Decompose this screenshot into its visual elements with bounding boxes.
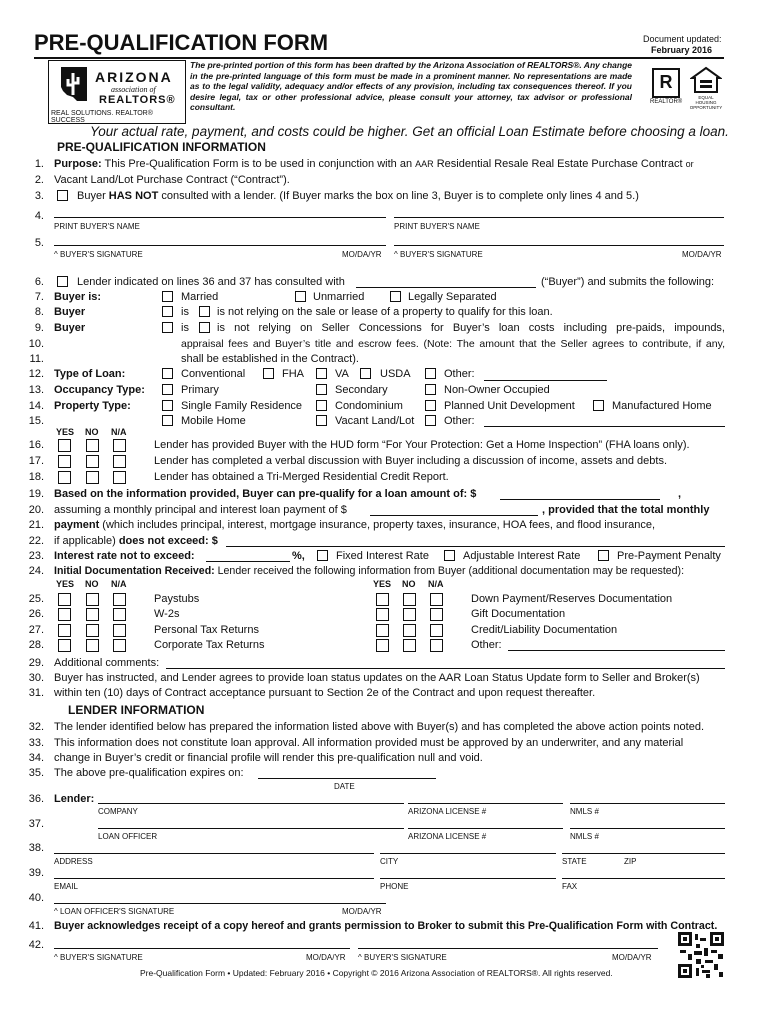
logo-association: association of — [111, 85, 156, 94]
fax-label: FAX — [562, 882, 578, 891]
az-license-label: ARIZONA LICENSE # — [408, 807, 487, 816]
non-owner-occupied-label: Non-Owner Occupied — [444, 384, 550, 396]
line-number: 9. — [34, 322, 44, 334]
non-owner-occupied-checkbox[interactable] — [425, 384, 436, 395]
personal-tax-yes-checkbox[interactable] — [58, 624, 71, 637]
credit-liability-yes-checkbox[interactable] — [376, 624, 389, 637]
buyer-submits-text: (“Buyer”) and submits the following: — [541, 276, 715, 288]
fax-field[interactable] — [562, 878, 725, 879]
interest-rate-label: Interest rate not to exceed: — [54, 550, 195, 562]
lender-info-line-32: The lender identified below has prepared the information listed above with Buyer(s) and has completed the above action points noted. — [54, 721, 705, 733]
buyer-signature-1-field[interactable] — [54, 245, 386, 246]
credit-report-na-checkbox[interactable] — [113, 471, 126, 484]
lender-info-line-34: change in Buyer’s credit or financial profile will render this pre-qualification null and void. — [54, 752, 483, 764]
unmarried-label: Unmarried — [313, 291, 365, 303]
line-number: 36. — [28, 793, 44, 805]
no-header: NO — [85, 579, 99, 589]
payment-cap-text: if applicable) does not exceed: $ — [54, 535, 218, 547]
gift-docs-na-checkbox[interactable] — [430, 608, 443, 621]
buyer-name-field[interactable] — [356, 287, 536, 288]
line-number: 32. — [28, 721, 44, 733]
w2s-yes-checkbox[interactable] — [58, 608, 71, 621]
va-checkbox[interactable] — [316, 368, 327, 379]
total-monthly-text: , provided that the total monthly — [542, 504, 710, 516]
address-field[interactable] — [54, 853, 374, 854]
loan-amount-field[interactable] — [500, 499, 660, 500]
equal-housing-label: EQUAL HOUSING OPPORTUNITY — [689, 95, 723, 110]
form-title: PRE-QUALIFICATION FORM — [34, 30, 329, 55]
company-az-license-field[interactable] — [408, 803, 563, 804]
line-number: 17. — [28, 455, 44, 467]
property-type-label: Property Type: — [54, 400, 131, 412]
expires-on-label: The above pre-qualification expires on: — [54, 767, 244, 779]
nmls-label: NMLS # — [570, 832, 599, 841]
verbal-discussion-yes-checkbox[interactable] — [58, 455, 71, 468]
expiration-date-field[interactable] — [258, 778, 436, 779]
date-label: MO/DA/YR — [342, 907, 382, 916]
docs-other-no-checkbox[interactable] — [403, 639, 416, 652]
down-payment-yes-checkbox[interactable] — [376, 593, 389, 606]
line-number: 31. — [28, 687, 44, 699]
na-header: N/A — [111, 579, 127, 589]
buyer-signature-final-1-field[interactable] — [54, 948, 350, 949]
legally-separated-checkbox[interactable] — [390, 291, 401, 302]
single-family-label: Single Family Residence — [181, 400, 303, 412]
loan-other-label: Other: — [444, 368, 475, 380]
line-number: 24. — [28, 565, 44, 577]
lo-signature-label: ^ LOAN OFFICER'S SIGNATURE — [54, 907, 175, 916]
line-number: 41. — [28, 920, 44, 932]
line-number: 42. — [28, 939, 44, 951]
credit-report-text: Lender has obtained a Tri-Merged Residential Credit Report. — [154, 471, 449, 483]
pud-checkbox[interactable] — [425, 400, 436, 411]
aar-logo — [48, 60, 186, 124]
loan-estimate-notice: Your actual rate, payment, and costs could be higher. Get an official Loan Estimate before choosing a loan. — [90, 124, 729, 139]
purpose-line-2: Vacant Land/Lot Purchase Contract (“Contract”). — [54, 174, 290, 186]
w2s-no-checkbox[interactable] — [86, 608, 99, 621]
verbal-discussion-na-checkbox[interactable] — [113, 455, 126, 468]
line-number: 1. — [34, 158, 44, 170]
city-field[interactable] — [380, 853, 556, 854]
married-checkbox[interactable] — [162, 291, 173, 302]
is-relying-sale-checkbox[interactable] — [162, 306, 173, 317]
line-number: 14. — [28, 400, 44, 412]
adjustable-rate-checkbox[interactable] — [444, 550, 455, 561]
line-number: 29. — [28, 657, 44, 669]
lo-az-license-field[interactable] — [408, 828, 563, 829]
credit-report-yes-checkbox[interactable] — [58, 471, 71, 484]
line-number: 10. — [28, 338, 44, 350]
buyer-signature-label: ^ BUYER'S SIGNATURE — [54, 250, 143, 259]
personal-tax-no-checkbox[interactable] — [86, 624, 99, 637]
conventional-checkbox[interactable] — [162, 368, 173, 379]
address-label: ADDRESS — [54, 857, 93, 866]
primary-label: Primary — [181, 384, 219, 396]
yes-header: YES — [56, 579, 75, 589]
line-number: 16. — [28, 439, 44, 451]
monthly-payment-text: assuming a monthly principal and interest loan payment of $ — [54, 504, 347, 516]
down-payment-no-checkbox[interactable] — [403, 593, 416, 606]
date-label: DATE — [334, 782, 355, 791]
condominium-checkbox[interactable] — [316, 400, 327, 411]
line-number: 40. — [28, 892, 44, 904]
down-payment-na-checkbox[interactable] — [430, 593, 443, 606]
verbal-discussion-no-checkbox[interactable] — [86, 455, 99, 468]
nmls-label: NMLS # — [570, 807, 599, 816]
fixed-rate-label: Fixed Interest Rate — [336, 550, 429, 562]
percent-label: %, — [292, 550, 305, 562]
loan-status-text-1: Buyer has instructed, and Lender agrees to provide loan status updates on the AAR Loan Status Update form to Seller and Broker(s) — [54, 672, 700, 684]
logo-tagline: REAL SOLUTIONS. REALTOR® SUCCESS — [51, 110, 153, 124]
loan-other-field[interactable] — [484, 380, 607, 381]
w2s-label: W-2s — [154, 608, 180, 620]
buyer-signature-2-field[interactable] — [394, 245, 724, 246]
date-label: MO/DA/YR — [682, 250, 722, 259]
lo-signature-field[interactable] — [54, 903, 386, 904]
conventional-label: Conventional — [181, 368, 246, 380]
line-number: 15. — [28, 415, 44, 427]
company-nmls-field[interactable] — [570, 803, 725, 804]
corporate-tax-yes-checkbox[interactable] — [58, 639, 71, 652]
not-relying-sale-text: is not relying on the sale or lease of a property to qualify for this loan. — [217, 306, 553, 318]
line-number: 2. — [34, 174, 44, 186]
mobile-home-checkbox[interactable] — [162, 415, 173, 426]
line-number: 25. — [28, 593, 44, 605]
realtor-mark-label: REALTOR® — [650, 99, 683, 105]
payment-includes-text: payment (which includes principal, interest, mortgage insurance, property taxes, insurance, HOA fees, and flood insurance, — [54, 519, 656, 531]
lender-label: Lender: — [54, 793, 95, 805]
type-of-loan-label: Type of Loan: — [54, 368, 126, 380]
loan-other-checkbox[interactable] — [425, 368, 436, 379]
down-payment-label: Down Payment/Reserves Documentation — [471, 593, 673, 605]
property-other-field[interactable] — [484, 426, 725, 427]
yes-header: YES — [373, 579, 392, 589]
arizona-state-icon — [59, 65, 89, 103]
usda-checkbox[interactable] — [360, 368, 371, 379]
loan-officer-field[interactable] — [98, 828, 404, 829]
line-number: 21. — [28, 519, 44, 531]
buyer-label: Buyer — [54, 322, 86, 334]
line-number: 7. — [34, 291, 44, 303]
gift-docs-yes-checkbox[interactable] — [376, 608, 389, 621]
loan-amount-text: Based on the information provided, Buyer can pre-qualify for a loan amount of: $ — [54, 488, 477, 500]
personal-tax-label: Personal Tax Returns — [154, 624, 259, 636]
line-number: 22. — [28, 535, 44, 547]
personal-tax-na-checkbox[interactable] — [113, 624, 126, 637]
email-field[interactable] — [54, 878, 374, 879]
condominium-label: Condominium — [335, 400, 403, 412]
hud-form-yes-checkbox[interactable] — [58, 439, 71, 452]
page-footer: Pre-Qualification Form • Updated: February 2016 • Copyright © 2016 Arizona Association of REALTORS®. All rights reserved. — [140, 968, 613, 978]
gift-docs-label: Gift Documentation — [471, 608, 566, 620]
doc-updated-label: Document updated: — [643, 34, 722, 44]
line-number: 11. — [29, 353, 44, 365]
no-header: NO — [402, 579, 416, 589]
is-relying-concessions-checkbox[interactable] — [162, 322, 173, 333]
line-number: 6. — [34, 276, 44, 288]
line-number: 38. — [28, 842, 44, 854]
credit-liability-na-checkbox[interactable] — [430, 624, 443, 637]
credit-report-no-checkbox[interactable] — [86, 471, 99, 484]
buyer-signature-label: ^ BUYER'S SIGNATURE — [394, 250, 483, 259]
additional-comments-field[interactable] — [166, 668, 725, 669]
line-number: 5. — [34, 237, 44, 249]
date-label: MO/DA/YR — [612, 953, 652, 962]
lo-nmls-field[interactable] — [570, 828, 725, 829]
buyer-label: Buyer — [54, 306, 86, 318]
hud-form-na-checkbox[interactable] — [113, 439, 126, 452]
docs-other-yes-checkbox[interactable] — [376, 639, 389, 652]
line-number: 35. — [28, 767, 44, 779]
corporate-tax-na-checkbox[interactable] — [113, 639, 126, 652]
usda-label: USDA — [380, 368, 411, 380]
line-number: 37. — [28, 818, 44, 830]
na-header: N/A — [111, 427, 127, 437]
line-number: 26. — [28, 608, 44, 620]
loan-officer-label: LOAN OFFICER — [98, 832, 158, 841]
vacant-land-label: Vacant Land/Lot — [335, 415, 415, 427]
company-field[interactable] — [98, 803, 404, 804]
is-label: is — [181, 306, 189, 318]
hud-form-text: Lender has provided Buyer with the HUD form “For Your Protection: Get a Home Inspection” (FHA loans only). — [154, 439, 690, 451]
zip-label: ZIP — [624, 857, 637, 866]
property-other-checkbox[interactable] — [425, 415, 436, 426]
line-number: 39. — [28, 867, 44, 879]
line-number: 19. — [28, 488, 44, 500]
primary-checkbox[interactable] — [162, 384, 173, 395]
buyer-is-label: Buyer is: — [54, 291, 102, 303]
line-number: 20. — [28, 504, 44, 516]
loan-status-text-2: within ten (10) days of Contract acceptance pursuant to Section 2e of the Contract and upon request thereafter. — [54, 687, 596, 699]
company-label: COMPANY — [98, 807, 138, 816]
realtor-mark-icon: R — [652, 68, 680, 98]
lender-consulted-text: Lender indicated on lines 36 and 37 has consulted with — [77, 276, 345, 288]
yes-header: YES — [56, 427, 75, 437]
print-buyer-name-label: PRINT BUYER'S NAME — [394, 222, 480, 231]
buyer-not-consulted-text: Buyer HAS NOT consulted with a lender. (If Buyer marks the box on line 3, Buyer is to complete only lines 4 and 5.) — [77, 190, 639, 202]
prepayment-penalty-label: Pre-Payment Penalty — [617, 550, 721, 562]
initial-docs-text: Initial Documentation Received: Lender received the following information from Buyer (additional documentation may be requested): — [54, 565, 685, 577]
va-label: VA — [335, 368, 349, 380]
na-header: N/A — [428, 579, 444, 589]
concessions-text-line-9: is not relying on Seller Concessions for Buyer’s loan costs including pre-paids, impounds, — [217, 322, 725, 334]
vacant-land-checkbox[interactable] — [316, 415, 327, 426]
line-number: 33. — [28, 737, 44, 749]
interest-rate-field[interactable] — [206, 561, 290, 562]
single-family-checkbox[interactable] — [162, 400, 173, 411]
is-not-relying-concessions-checkbox[interactable] — [199, 322, 210, 333]
no-header: NO — [85, 427, 99, 437]
buyer-not-consulted-checkbox[interactable] — [57, 190, 68, 201]
pud-label: Planned Unit Development — [444, 400, 575, 412]
print-buyer-name-label: PRINT BUYER'S NAME — [54, 222, 140, 231]
line-number: 18. — [28, 471, 44, 483]
buyer-signature-label: ^ BUYER'S SIGNATURE — [358, 953, 447, 962]
prepayment-penalty-checkbox[interactable] — [598, 550, 609, 561]
gift-docs-no-checkbox[interactable] — [403, 608, 416, 621]
legally-separated-label: Legally Separated — [408, 291, 497, 303]
unmarried-checkbox[interactable] — [295, 291, 306, 302]
manufactured-home-checkbox[interactable] — [593, 400, 604, 411]
state-zip-field[interactable] — [562, 853, 725, 854]
paystubs-na-checkbox[interactable] — [113, 593, 126, 606]
credit-liability-no-checkbox[interactable] — [403, 624, 416, 637]
paystubs-no-checkbox[interactable] — [86, 593, 99, 606]
corporate-tax-label: Corporate Tax Returns — [154, 639, 265, 651]
w2s-na-checkbox[interactable] — [113, 608, 126, 621]
property-other-label: Other: — [444, 415, 475, 427]
fha-checkbox[interactable] — [263, 368, 274, 379]
date-label: MO/DA/YR — [306, 953, 346, 962]
line-number: 30. — [28, 672, 44, 684]
paystubs-label: Paystubs — [154, 593, 200, 605]
concessions-text-line-10: appraisal fees and Buyer’s title and escrow fees. (Note: The amount that the Seller agrees to contribute, if any, — [181, 338, 725, 350]
acknowledgement-text: Buyer acknowledges receipt of a copy hereof and grants permission to Broker to submit this Pre-Qualification Form with Contract. — [54, 920, 718, 932]
docs-other-label: Other: — [471, 639, 502, 651]
city-label: CITY — [380, 857, 399, 866]
concessions-text-line-11: shall be established in the Contract). — [181, 353, 359, 365]
buyer-signature-label: ^ BUYER'S SIGNATURE — [54, 953, 143, 962]
state-label: STATE — [562, 857, 587, 866]
additional-comments-label: Additional comments: — [54, 657, 160, 669]
loan-amount-comma: , — [678, 488, 682, 500]
print-buyer-name-1-field[interactable] — [54, 217, 386, 218]
docs-other-field[interactable] — [508, 650, 725, 651]
adjustable-rate-label: Adjustable Interest Rate — [463, 550, 581, 562]
line-number: 27. — [28, 624, 44, 636]
print-buyer-name-2-field[interactable] — [394, 217, 724, 218]
is-label: is — [181, 322, 189, 334]
purpose-line-1: Purpose: This Pre-Qualification Form is to be used in conjunction with an AAR Residential Resale Real Estate Purchase Contract or — [54, 158, 694, 170]
monthly-payment-field[interactable] — [370, 515, 538, 516]
hud-form-no-checkbox[interactable] — [86, 439, 99, 452]
fha-label: FHA — [282, 368, 304, 380]
az-license-label: ARIZONA LICENSE # — [408, 832, 487, 841]
qr-code-icon — [678, 932, 724, 978]
disclaimer-text: The pre-printed portion of this form has been drafted by the Arizona Association of REALTORS®. Any change in the pre-printed language of this form must be made in a prominent manner. No representations are made as to the legal validity, adequacy and/or effects of any provision, including tax consequences thereof. If you desire legal, tax or other professional advice, please consult your attorney, tax advisor or professional consultant. — [190, 60, 632, 112]
manufactured-home-label: Manufactured Home — [612, 400, 712, 412]
corporate-tax-no-checkbox[interactable] — [86, 639, 99, 652]
credit-liability-label: Credit/Liability Documentation — [471, 624, 618, 636]
doc-updated-date: February 2016 — [651, 45, 713, 55]
phone-label: PHONE — [380, 882, 409, 891]
is-not-relying-sale-checkbox[interactable] — [199, 306, 210, 317]
line-number: 3. — [34, 190, 44, 202]
lender-info-line-33: This information does not constitute loan approval. All information provided must be approved by an underwriter, and any material — [54, 737, 684, 749]
equal-housing-icon — [690, 66, 722, 94]
buyer-signature-final-2-field[interactable] — [358, 948, 658, 949]
date-label: MO/DA/YR — [342, 250, 382, 259]
email-label: EMAIL — [54, 882, 79, 891]
married-label: Married — [181, 291, 219, 303]
line-number: 34. — [28, 752, 44, 764]
line-number: 23. — [28, 550, 44, 562]
line-number: 28. — [28, 639, 44, 651]
section-lender-info: LENDER INFORMATION — [68, 703, 205, 717]
paystubs-yes-checkbox[interactable] — [58, 593, 71, 606]
payment-cap-field[interactable] — [226, 546, 725, 547]
line-number: 12. — [28, 368, 44, 380]
verbal-discussion-text: Lender has completed a verbal discussion with Buyer including a discussion of income, assets and debts. — [154, 455, 668, 467]
line-number: 13. — [28, 384, 44, 396]
lender-consulted-checkbox[interactable] — [57, 276, 68, 287]
logo-realtors: REALTORS® — [99, 94, 176, 106]
fixed-rate-checkbox[interactable] — [317, 550, 328, 561]
docs-other-na-checkbox[interactable] — [430, 639, 443, 652]
line-number: 8. — [34, 306, 44, 318]
phone-field[interactable] — [380, 878, 556, 879]
mobile-home-label: Mobile Home — [181, 415, 246, 427]
occupancy-type-label: Occupancy Type: — [54, 384, 145, 396]
secondary-label: Secondary — [335, 384, 388, 396]
section-prequal-info: PRE-QUALIFICATION INFORMATION — [57, 140, 266, 154]
secondary-checkbox[interactable] — [316, 384, 327, 395]
logo-arizona: ARIZONA — [95, 69, 173, 85]
line-number: 4. — [34, 210, 44, 222]
